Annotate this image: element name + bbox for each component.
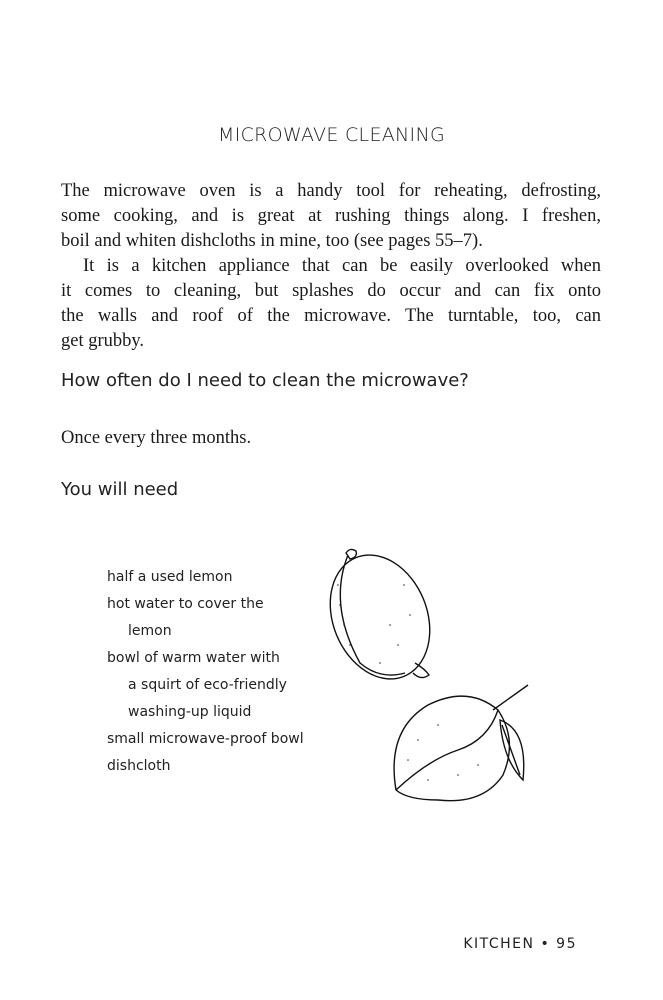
lemon-illustration-1 xyxy=(320,545,445,685)
list-item: hot water to cover the xyxy=(107,596,264,612)
text-line: some cooking, and is great at rushing things along. I freshen, xyxy=(61,206,601,226)
page-footer xyxy=(463,936,577,952)
list-item: dishcloth xyxy=(107,758,171,774)
lemon-illustration-2 xyxy=(388,680,538,810)
list-item: bowl of warm water with xyxy=(107,650,280,666)
question-heading: How often do I need to clean the microwave? xyxy=(61,370,469,391)
text-line: boil and whiten dishcloths in mine, too (see pages 55–7). xyxy=(61,231,483,251)
text-line: The microwave oven is a handy tool for reheating, defrosting, xyxy=(61,181,601,201)
needs-list xyxy=(107,565,304,781)
needs-heading: You will need xyxy=(61,479,179,500)
footer-separator: • xyxy=(540,936,551,952)
list-item: half a used lemon xyxy=(107,569,233,585)
answer-text: Once every three months. xyxy=(61,428,252,448)
list-item: washing-up liquid xyxy=(128,704,252,720)
text-line: get grubby. xyxy=(61,331,145,351)
text-line: the walls and roof of the microwave. The turntable, too, can xyxy=(61,306,601,326)
list-item: small microwave-proof bowl xyxy=(107,731,304,747)
text-line: it comes to cleaning, but splashes do occur and can fix onto xyxy=(61,281,601,301)
footer-section: KITCHEN xyxy=(463,936,535,952)
intro-paragraphs xyxy=(61,179,601,354)
list-item: lemon xyxy=(128,623,172,639)
list-item: a squirt of eco-friendly xyxy=(128,677,287,693)
page-title: MICROWAVE CLEANING xyxy=(218,124,445,146)
text-line: It is a kitchen appliance that can be easily overlooked when xyxy=(83,256,601,276)
page-number: 95 xyxy=(556,936,577,952)
